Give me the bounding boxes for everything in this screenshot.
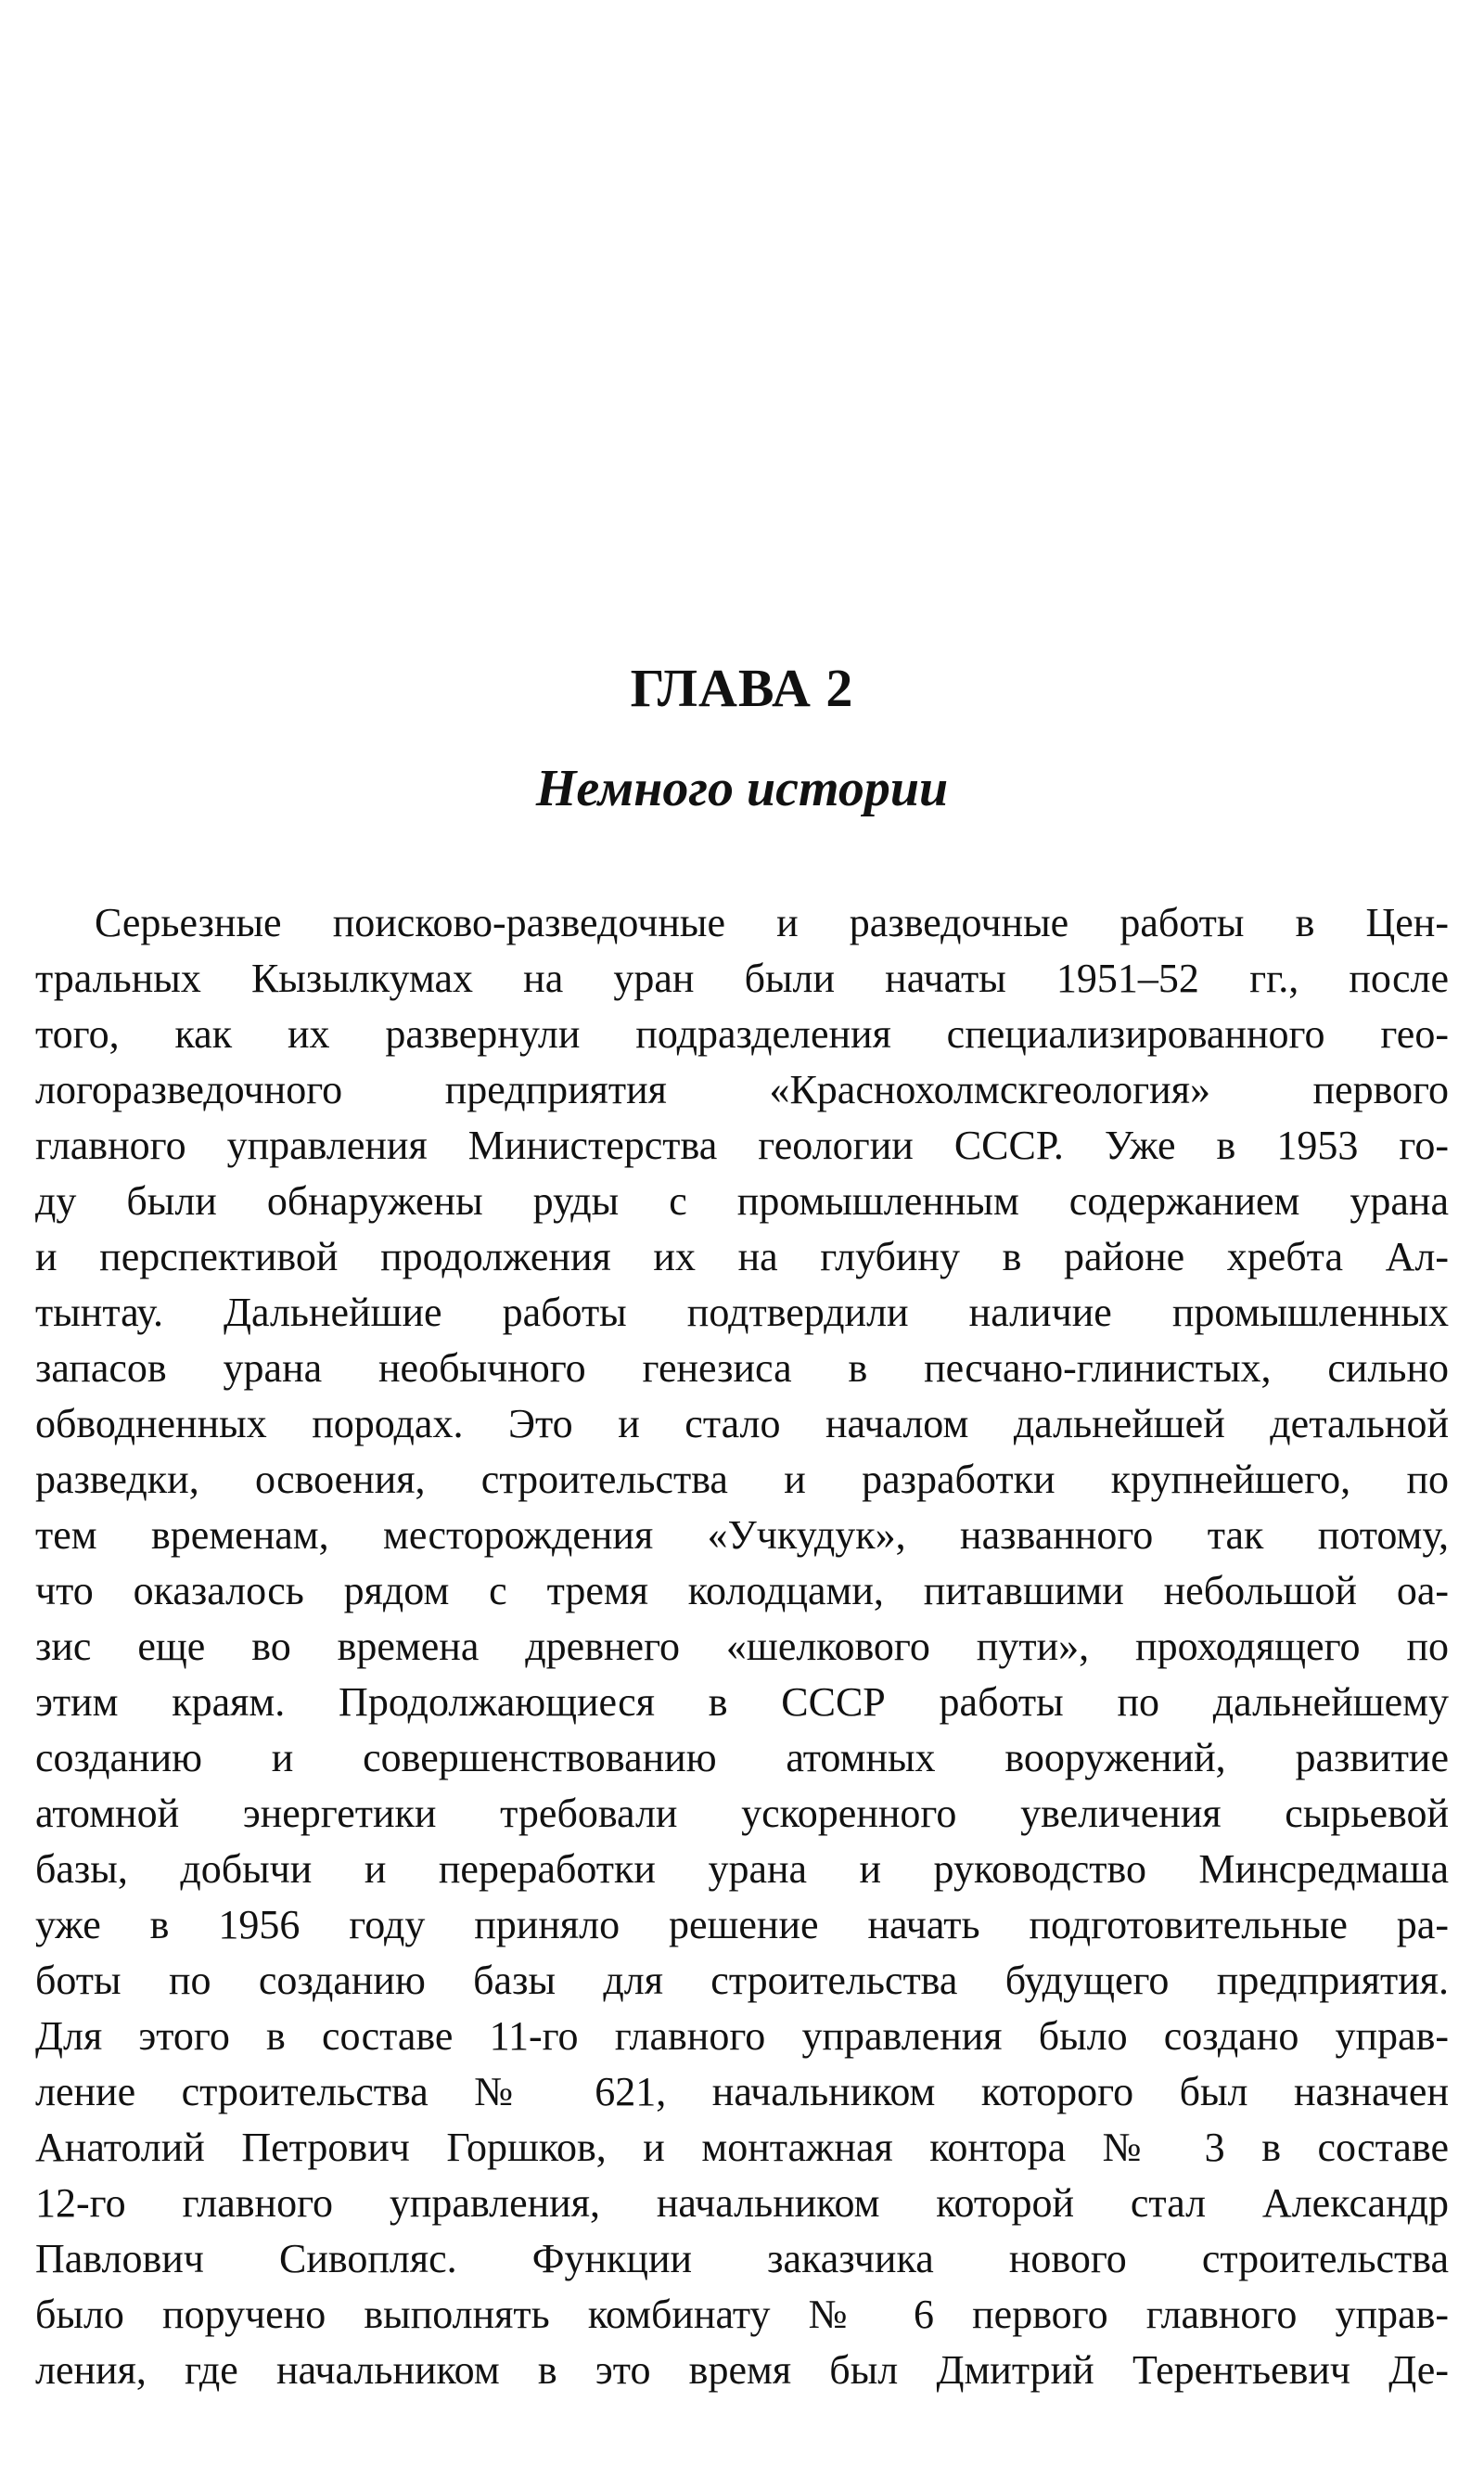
text-line: Для этого в составе 11-го главного управления было создано управ- bbox=[35, 2013, 1449, 2059]
text-line: Анатолий Петрович Горшков, и монтажная контора № 3 в составе bbox=[35, 2125, 1449, 2170]
text-line: разведки, освоения, строительства и разработки крупнейшего, по bbox=[35, 1457, 1449, 1502]
text-line: обводненных породах. Это и стало началом дальнейшей детальной bbox=[35, 1401, 1449, 1446]
text-line: тынтау. Дальнейшие работы подтвердили наличие промышленных bbox=[35, 1290, 1449, 1335]
text-line: запасов урана необычного генезиса в песчано-глинистых, сильно bbox=[35, 1345, 1449, 1391]
text-line: базы, добычи и переработки урана и руководство Минсредмаша bbox=[35, 1846, 1449, 1892]
text-line: боты по созданию базы для строительства будущего предприятия. bbox=[35, 1958, 1449, 2003]
text-line: что оказалось рядом с тремя колодцами, питавшими небольшой оа- bbox=[35, 1568, 1449, 1613]
text-line: созданию и совершенствованию атомных вооружений, развитие bbox=[35, 1735, 1449, 1780]
text-line: и перспективой продолжения их на глубину в районе хребта Ал- bbox=[35, 1234, 1449, 1279]
text-line: зис еще во времена древнего «шелкового пути», проходящего по bbox=[35, 1624, 1449, 1669]
chapter-heading: ГЛАВА 2 bbox=[630, 658, 854, 718]
body-paragraph bbox=[35, 895, 1449, 2398]
text-line: тем временам, месторождения «Учкудук», названного так потому, bbox=[35, 1512, 1449, 1558]
text-line: атомной энергетики требовали ускоренного увеличения сырьевой bbox=[35, 1791, 1449, 1836]
text-line: Павлович Сивопляс. Функции заказчика нового строительства bbox=[35, 2236, 1449, 2281]
text-line: ления, где начальником в это время был Дмитрий Терентьевич Де- bbox=[35, 2347, 1449, 2393]
text-line: было поручено выполнять комбинату № 6 первого главного управ- bbox=[35, 2292, 1449, 2337]
text-line: 12-го главного управления, начальником которой стал Александр bbox=[35, 2180, 1449, 2226]
text-line: этим краям. Продолжающиеся в СССР работы по дальнейшему bbox=[35, 1679, 1449, 1725]
text-line: тральных Кызылкумах на уран были начаты 1951–52 гг., после bbox=[35, 956, 1449, 1001]
text-line: ду были обнаружены руды с промышленным содержанием урана bbox=[35, 1178, 1449, 1224]
text-line: ление строительства № 621, начальником которого был назначен bbox=[35, 2069, 1449, 2114]
text-line: логоразведочного предприятия «Краснохолмскгеология» первого bbox=[35, 1067, 1449, 1112]
text-line: уже в 1956 году приняло решение начать подготовительные ра- bbox=[35, 1902, 1449, 1947]
text-line: того, как их развернули подразделения специализированного гео- bbox=[35, 1011, 1449, 1057]
text-line: главного управления Министерства геологии СССР. Уже в 1953 го- bbox=[35, 1123, 1449, 1168]
chapter-subtitle: Немного истории bbox=[535, 760, 949, 817]
text-line: Серьезные поисково-разведочные и разведочные работы в Цен- bbox=[95, 900, 1449, 945]
